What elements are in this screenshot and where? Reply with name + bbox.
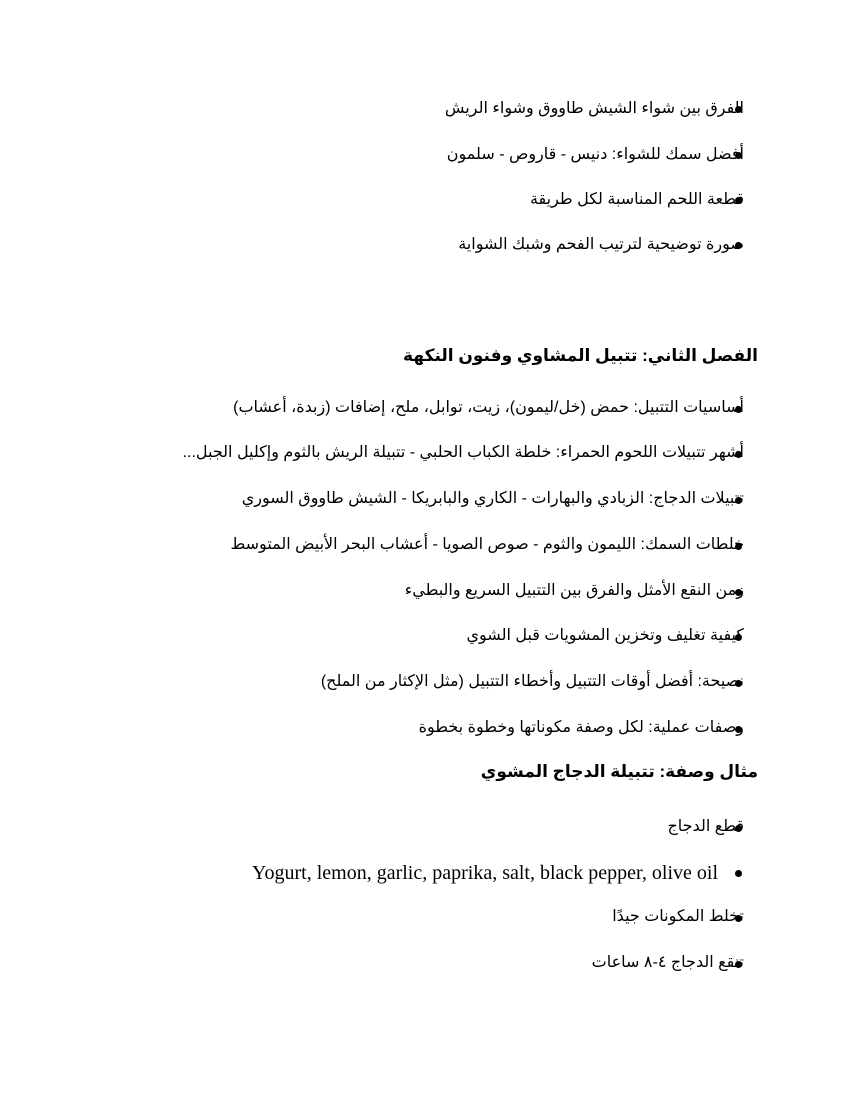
list-item: تنقع الدجاج ٤-٨ ساعات xyxy=(591,954,744,971)
list-item: تتبيلات الدجاج: الزبادي والبهارات - الكاري والبابريكا - الشيش طاووق السوري xyxy=(241,490,744,507)
list-item: وصفات عملية: لكل وصفة مكوناتها وخطوة بخطوة xyxy=(418,719,744,736)
bullet-icon xyxy=(735,870,742,877)
list-item: خلطات السمك: الليمون والثوم - صوص الصويا - أعشاب البحر الأبيض المتوسط xyxy=(230,536,744,553)
list-item: أفضل سمك للشواء: دنيس - قاروص - سلمون xyxy=(446,146,744,163)
list-item: نصيحة: أفضل أوقات التتبيل وأخطاء التتبيل (مثل الإكثار من الملح) xyxy=(320,673,744,690)
list-item: تخلط المكونات جيدًا xyxy=(612,908,744,925)
list-item: زمن النقع الأمثل والفرق بين التتبيل السريع والبطيء xyxy=(404,582,744,599)
list-item: قطعة اللحم المناسبة لكل طريقة xyxy=(529,191,744,208)
recipe-heading: مثال وصفة: تتبيلة الدجاج المشوي xyxy=(480,762,758,781)
list-item: أشهر تتبيلات اللحوم الحمراء: خلطة الكباب الحلبي - تتبيلة الريش بالثوم وإكليل الجبل... xyxy=(182,444,744,461)
list-item: صورة توضيحية لترتيب الفحم وشبك الشواية xyxy=(458,236,744,253)
list-item: كيفية تغليف وتخزين المشويات قبل الشوي xyxy=(466,627,744,644)
list-item: أساسيات التتبيل: حمض (خل/ليمون)، زيت، توابل، ملح، إضافات (زبدة، أعشاب) xyxy=(233,399,744,416)
list-item-ingredients: Yogurt, lemon, garlic, paprika, salt, black pepper, olive oil xyxy=(252,862,718,884)
chapter-heading: الفصل الثاني: تتبيل المشاوي وفنون النكهة xyxy=(403,346,758,365)
list-item: الفرق بين شواء الشيش طاووق وشواء الريش xyxy=(444,100,744,117)
list-item: قطع الدجاج xyxy=(667,818,744,835)
